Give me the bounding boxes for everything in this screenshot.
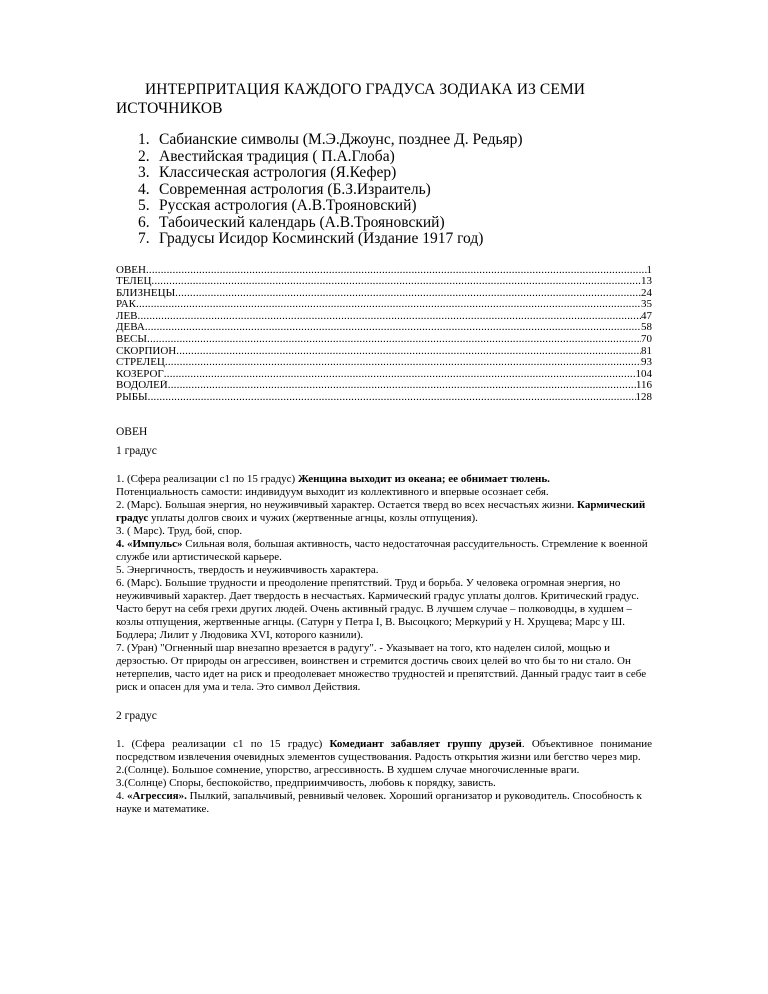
toc-entry-lev[interactable]: ЛЕВ ..... 47 (116, 311, 652, 323)
source-text: Градусы Исидор Косминский (Издание 1917 год) (159, 230, 484, 247)
document-title: ИНТЕРПРИТАЦИЯ КАЖДОГО ГРАДУСА ЗОДИАКА ИЗ СЕМИ ИСТОЧНИКОВ (116, 81, 586, 117)
source-text: Классическая астрология (Я.Кефер) (159, 164, 397, 181)
interpretation-paragraph: 1. (Сфера реализации с1 по 15 градус) Женщина выходит из океана; ее обнимает тюлень. Потенциальность самости: индивидуум выходит из коллективного и впервые осознает себя. (116, 472, 550, 498)
toc-leader (138, 311, 641, 323)
toc-entry-skorpion[interactable]: СКОРПИОН ..... 81 (116, 346, 652, 358)
toc-leader (147, 334, 641, 346)
document-page (116, 80, 652, 816)
toc-leader (165, 357, 641, 369)
source-item: 6. Табоический календарь (А.В.Трояновский) (138, 213, 445, 231)
toc-leader (175, 288, 641, 300)
source-item: 5. Русская астрология (А.В.Трояновский) (138, 197, 417, 214)
toc-entry-vodoley[interactable]: ВОДОЛЕЙ ..... 116 (116, 380, 652, 392)
source-item: 3. Классическая астрология (Я.Кефер) (138, 164, 397, 181)
toc-leader (145, 322, 641, 334)
interpretation-paragraph: 2. (Марс). Большая энергия, но неуживчивый характер. Остается тверд во всех несчастьях жизни. Кармический градус уплаты долгов своих и чужих (жертвенные агнцы, козлы отпущения). (116, 498, 646, 524)
toc-leader (176, 346, 641, 358)
toc-entry-strelec[interactable]: СТРЕЛЕЦ ..... 93 (116, 357, 652, 369)
toc-entry-ryby[interactable]: РЫБЫ ..... 128 (116, 392, 652, 404)
sabian-symbol: Комедиант забавляет группу друзей (329, 737, 522, 750)
interpretation-paragraph: 3. ( Марс). Труд, бой, спор. (116, 524, 243, 537)
source-text: Авестийская традиция ( П.А.Глоба) (159, 147, 395, 165)
sabian-symbol: Женщина выходит из океана; ее обнимает тюлень. (297, 472, 550, 485)
toc-entry-deva[interactable]: ДЕВА ..... 58 (116, 322, 652, 334)
toc-entry-telec[interactable]: ТЕЛЕЦ ..... 13 (116, 276, 652, 288)
interpretation-paragraph: 5. Энергичность, твердость и неуживчивость характера. (116, 563, 379, 576)
source-text: Современная астрология (Б.З.Израитель) (159, 180, 431, 198)
interpretation-paragraph: 4. «Агрессия». Пылкий, запальчивый, ревнивый человек. Хороший организатор и руководитель. Способность к науке и математике. (116, 789, 642, 815)
toc-entry-oven[interactable]: ОВЕН ..... 1 (116, 265, 652, 277)
interpretation-paragraph: 6. (Марс). Большие трудности и преодоление препятствий. Труд и борьба. У человека огромная энергия, но неуживчивый характер. Дает твердость в несчастьях. Кармический градус уплаты долгов. Критический градус. Часто берут на себя грехи других людей. Очень активный градус. В лучшем случае – полководцы, в худшем – козлы отпущения, жертвенные агнцы. (Сатурн у Петра I, В. Высоцкого; Меркурий у Н. Хрущева; Марс у Ш. Бодлера; Лилит у Людовика XVI, которого казнили). (116, 576, 640, 641)
degree-heading: 1 градус (116, 444, 157, 457)
toc-leader (148, 392, 636, 404)
interpretation-paragraph: 3.(Солнце) Споры, беспокойство, предприимчивость, любовь к порядку, зависть. (116, 776, 496, 789)
emphasis-text: Кармический градус (116, 498, 646, 524)
toc-leader (136, 299, 641, 311)
source-item: 7. Градусы Исидор Косминский (Издание 1917 год) (138, 230, 484, 247)
toc-leader (151, 276, 641, 288)
source-text: Русская астрология (А.В.Трояновский) (159, 197, 417, 214)
interpretation-paragraph: 1. (Сфера реализации с1 по 15 градус) Комедиант забавляет группу друзей. Объективное понимание посредством извлечения очевидных элементов существования. Радость открытия жизни или бегство через мир. (116, 737, 652, 763)
interpretation-paragraph: 4. «Импульс» Сильная воля, большая активность, часто недостаточная рассудительность. Стремление к военной службе или артистической карьере. (116, 537, 648, 563)
toc-leader (168, 380, 636, 392)
toc-leader (164, 369, 636, 381)
degree-2-interpretations (116, 738, 652, 816)
source-item: 1. Сабианские символы (М.Э.Джоунс, позднее Д. Редьяр) (138, 131, 523, 148)
toc-leader (146, 265, 647, 277)
degree-heading: 2 градус (116, 709, 157, 722)
emphasis-text: . «Импульс» (121, 537, 183, 550)
degree-1-interpretations (116, 473, 652, 694)
toc-entry-bliznecy[interactable]: БЛИЗНЕЦЫ ..... 24 (116, 288, 652, 300)
toc-entry-vesy[interactable]: ВЕСЫ ..... 70 (116, 334, 652, 346)
emphasis-text: «Агрессия». (127, 789, 187, 802)
interpretation-paragraph: 7. (Уран) "Огненный шар внезапно врезается в радугу". - Указывает на того, кто наделен силой, мощью и дерзостью. От природы он агрессивен, воинствен и стремится достичь своих целей во что бы то ни стало. Он нетерпелив, часто идет на риск и преодолевает множество трудностей и препятствий. Данный градус таит в себе риск и опасен для ума и тела. Это символ Действия. (116, 641, 647, 693)
toc-entry-kozerog[interactable]: КОЗЕРОГ ..... 104 (116, 369, 652, 381)
table-of-contents (116, 265, 652, 404)
interpretation-paragraph: 2.(Солнце). Большое сомнение, упорство, агрессивность. В худшем случае многочисленные враги. (116, 763, 580, 776)
source-text: Сабианские символы (М.Э.Джоунс, позднее Д. Редьяр) (159, 131, 523, 148)
section-heading: ОВЕН (116, 425, 148, 438)
source-text: Табоический календарь (А.В.Трояновский) (159, 213, 445, 231)
sources-list (116, 132, 652, 248)
source-item: 4. Современная астрология (Б.З.Израитель) (138, 180, 431, 198)
toc-entry-rak[interactable]: РАК ..... 35 (116, 299, 652, 311)
source-item: 2. Авестийская традиция ( П.А.Глоба) (138, 147, 395, 165)
